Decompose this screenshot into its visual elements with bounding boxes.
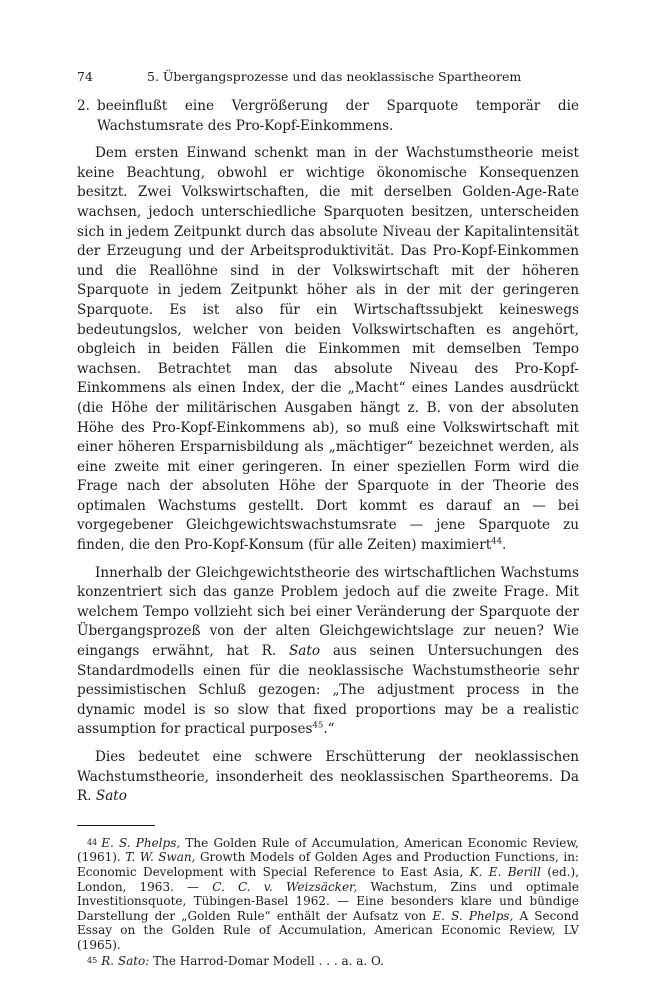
- footnote-author: K. E. Berill: [469, 864, 541, 879]
- paragraph-1-end: .: [502, 537, 507, 554]
- list-item: [77, 97, 579, 136]
- footnote-text: Wachstum, Zins und optimale Investitionsquote, Tübingen-Basel 1962. — Eine besonders klare und bündige Darstellung der „Golden Rule“ enthält der Aufsatz von: [77, 879, 579, 923]
- page-number: 74: [77, 69, 93, 84]
- list-item-number: 2.: [77, 98, 90, 114]
- running-title: 5. Übergangsprozesse und das neoklassische Spartheorem: [147, 69, 522, 84]
- footnote-author: E. S. Phelps,: [432, 908, 514, 923]
- footnote-text: (ed.), London, 1963. —: [77, 864, 580, 894]
- paragraph-3-before: Dies bedeutet eine schwere Erschütterung der neoklassischen Wachstumstheorie, insonderheit des neoklassischen Spartheorems. Da R.: [77, 749, 579, 805]
- footnote-author: E. S. Phelps,: [101, 835, 181, 850]
- running-head: [77, 68, 579, 86]
- footnote-author: R. Sato:: [101, 953, 150, 968]
- book-page: [77, 68, 579, 969]
- footnote-text: A Second Essay on the Golden Rule of Accumulation, American Economic Review, LV (1965).: [77, 908, 579, 952]
- paragraph-2-before: Innerhalb der Gleichgewichtstheorie des wirtschaftlichen Wachstums konzentriert sich das ganze Problem jedoch auf die zweite Frage. Mit welchem Tempo vollzieht sich bei einer Veränderung der Sparquote der Übergangsprozeß von der alten Gleichgewichtslage zur neuen? Wie eingangs erwähnt, hat R.: [77, 564, 579, 660]
- footnote-ref-45[interactable]: 45: [312, 720, 324, 731]
- paragraph-2-after: aus seinen Untersuchungen des Standardmodells einen für die neoklassische Wachstumstheorie sehr pessimistischen Schluß gezogen: „The adjustment process in the dynamic model is so slow that fixed proportions may be a realistic assumption for practical purposes: [77, 643, 579, 738]
- paragraph-1: [77, 144, 579, 555]
- footnote-44: [77, 836, 579, 953]
- footnote-45: [77, 954, 579, 969]
- footnote-text: The Golden Rule of Accumulation, American Economic Review, (1961).: [77, 835, 579, 865]
- footnote-mark: 45: [87, 955, 98, 965]
- paragraph-3: [77, 748, 579, 807]
- body-text: [77, 97, 579, 807]
- footnote-text: Growth Models of Golden Ages and Production Functions, in: Economic Development with Special Reference to East Asia,: [77, 850, 579, 879]
- footnote-divider: [77, 825, 155, 826]
- footnote-author: C. C. v. Weizsäcker,: [212, 879, 358, 894]
- footnote-text: The Harrod-Domar Modell . . . a. a. O.: [153, 953, 384, 968]
- author-name-sato-2: Sato: [95, 788, 127, 805]
- paragraph-2: [77, 564, 579, 740]
- list-item-text: beeinflußt eine Vergrößerung der Sparquote temporär die Wachstumsrate des Pro-Kopf-Einkommens.: [97, 98, 579, 134]
- paragraph-2-end: .“: [323, 721, 335, 738]
- author-name-sato: Sato: [288, 643, 321, 660]
- paragraph-1-text: Dem ersten Einwand schenkt man in der Wachstumstheorie meist keine Beachtung, obwohl er wichtige ökonomische Konsequenzen besitzt. Zwei Volkswirtschaften, die mit derselben Golden-Age-Rate wachsen, jedoch unterschiedliche Sparquoten besitzen, unterscheiden sich in jedem Zeitpunkt durch das absolute Niveau der Kapitalintensität der Erzeugung und der Arbeitsproduktivität. Das Pro-Kopf-Einkommen und die Reallöhne sind in der Volkswirtschaft mit der höheren Sparquote in jedem Zeitpunkt höher als in der mit der geringeren Sparquote. Es ist also für ein Wirtschaftssubjekt keineswegs bedeutungslos, welcher von beiden Volkswirtschaften es angehört, obgleich in beiden Fällen die Einkommen mit demselben Tempo wachsen. Betrachtet man das absolute Niveau des Pro-Kopf-Einkommens als einen Index, der die „Macht“ eines Landes ausdrückt (die Höhe der militärischen Ausgaben hängt z. B. von der absoluten Höhe des Pro-Kopf-Einkommens ab), so muß eine Volkswirtschaft mit einer höheren Ersparnisbildung als „mächtiger“ bezeichnet werden, als eine zweite mit einer geringeren. In einer speziellen Form wird die Frage nach der absoluten Höhe der Sparquote in der Theorie des optimalen Wachstums gestellt. Dort kommt es darauf an — bei vorgegebener Gleichgewichtswachstumsrate — jene Sparquote zu finden, die den Pro-Kopf-Konsum (für alle Zeiten) maximiert: [77, 145, 579, 554]
- footnotes: [77, 836, 579, 968]
- footnote-ref-44[interactable]: 44: [491, 536, 502, 547]
- footnote-mark: 44: [87, 837, 98, 847]
- footnote-author: T. W. Swan,: [125, 850, 196, 865]
